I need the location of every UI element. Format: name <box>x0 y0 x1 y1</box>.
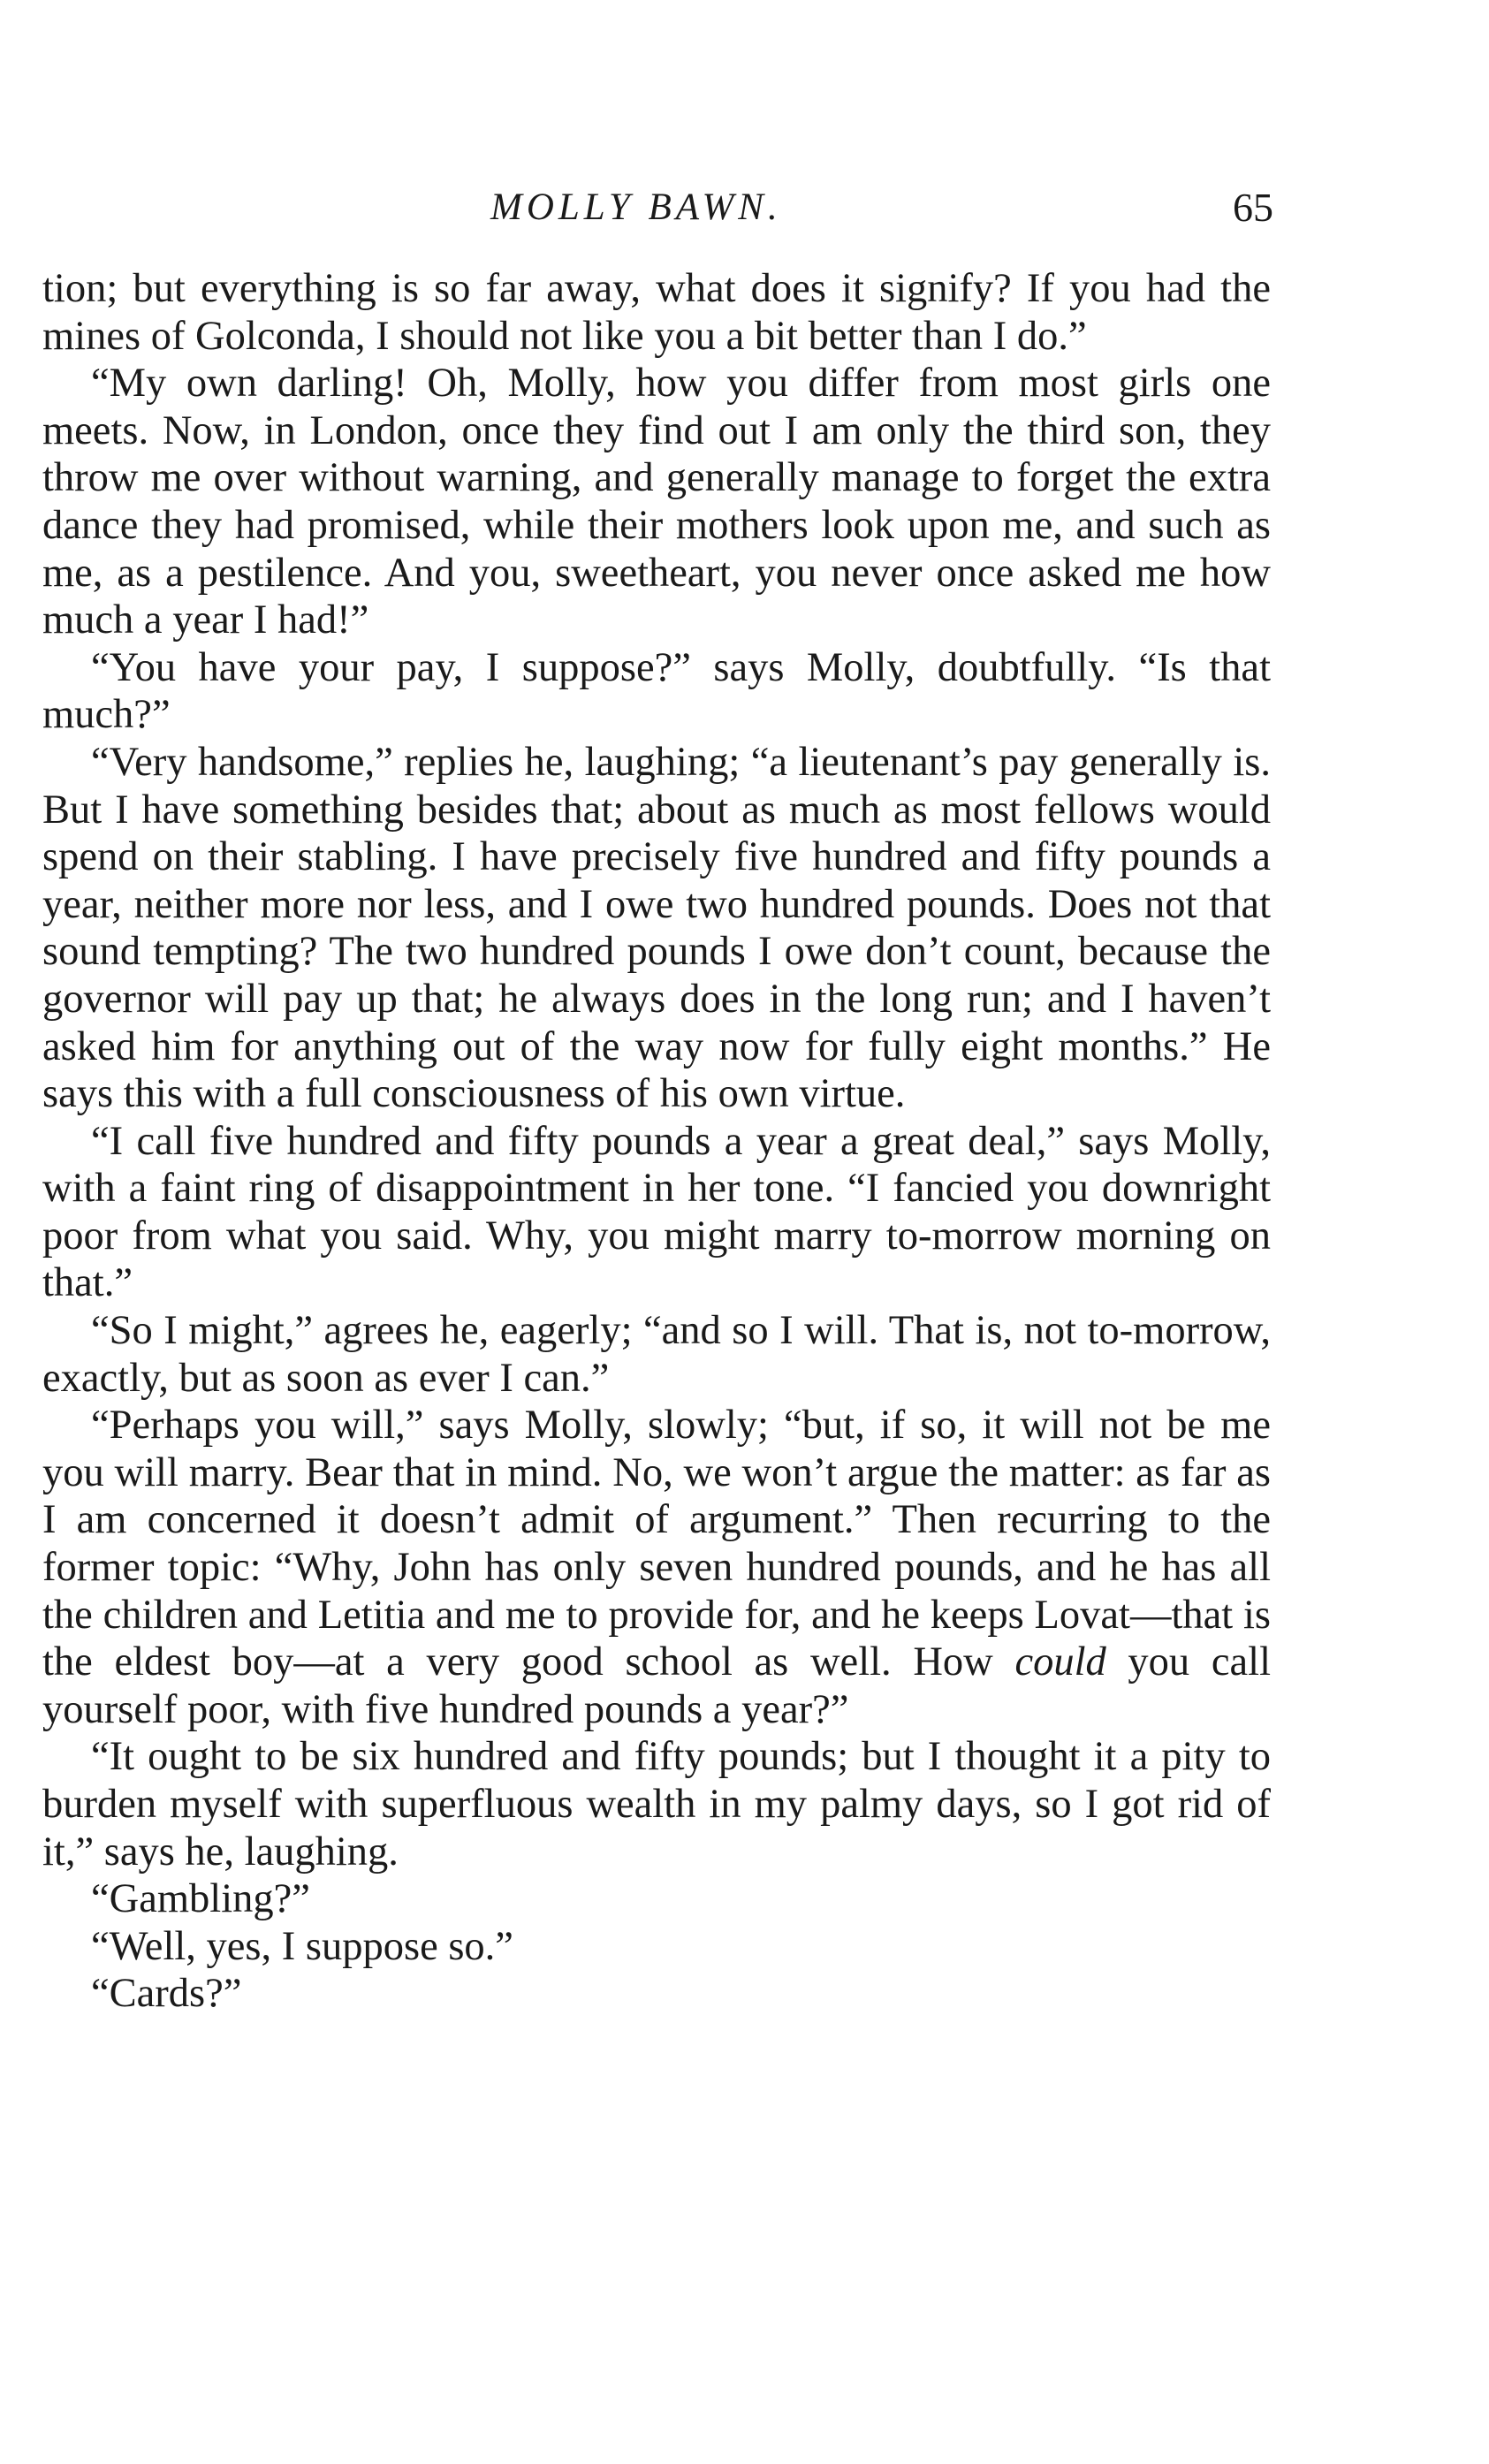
paragraph: “My own darling! Oh, Molly, how you differ from most girls one meets. Now, in London, once they find out I am only the third son, they throw me over without warning, and generally manage to forget the extra dance they had promised, while their mothers look upon me, and such as me, as a pestilence. And you, sweetheart, you never once asked me how much a year I had!” <box>42 361 1271 643</box>
paragraph: “Very handsome,” replies he, laughing; “a lieutenant’s pay generally is. But I have something besides that; about as much as most fellows would spend on their stabling. I have precisely five hundred and fifty pounds a year, neither more nor less, and I owe two hundred pounds. Does not that sound tempting? The two hundred pounds I owe don’t count, because the governor will pay up that; he always does in the long run; and I haven’t asked him for anything out of the way now for fully eight months.” He says this with a full consciousness of his own virtue. <box>42 739 1271 1117</box>
emphasis-text: could <box>1014 1639 1106 1685</box>
running-head <box>0 181 1489 234</box>
paragraph-text: you call yourself poor, with five hundred pounds a year?” <box>42 1639 1271 1732</box>
paragraph: tion; but everything is so far away, what does it signify? If you had the mines of Golconda, I should not like you a bit better than I do.” <box>42 266 1271 359</box>
paragraph <box>42 1402 1271 1733</box>
paragraph: “Well, yes, I suppose so.” <box>91 1923 513 1969</box>
page-number: 65 <box>1233 185 1273 230</box>
paragraph: “So I might,” agrees he, eagerly; “and so I will. That is, not to-morrow, exactly, but as soon as ever I can.” <box>42 1308 1271 1401</box>
paragraph: “Gambling?” <box>91 1876 310 1922</box>
body-text <box>42 265 1271 2018</box>
paragraph-text: “Perhaps you will,” says Molly, slowly; “but, if so, it will not be me you will marry. Bear that in mind. No, we won’t argue the matter: as far as I am concerned it doesn’t admit of argument.” Then recurring to the former topic: “Why, John has only seven hundred pounds, and he has all the children and Letitia and me to provide for, and he keeps Lovat—that is the eldest boy—at a very good school as well. How <box>42 1403 1271 1685</box>
paragraph: “You have your pay, I suppose?” says Molly, doubtfully. “Is that much?” <box>42 644 1271 738</box>
paragraph: “I call five hundred and fifty pounds a year a great deal,” says Molly, with a faint ring of disappointment in her tone. “I fancied you downright poor from what you said. Why, you might marry to-morrow morning on that.” <box>42 1118 1271 1306</box>
paragraph: “It ought to be six hundred and fifty pounds; but I thought it a pity to burden myself with superfluous wealth in my palmy days, so I got rid of it,” says he, laughing. <box>42 1734 1271 1875</box>
paragraph: “Cards?” <box>91 1971 242 2017</box>
running-title: MOLLY BAWN. <box>490 186 782 228</box>
